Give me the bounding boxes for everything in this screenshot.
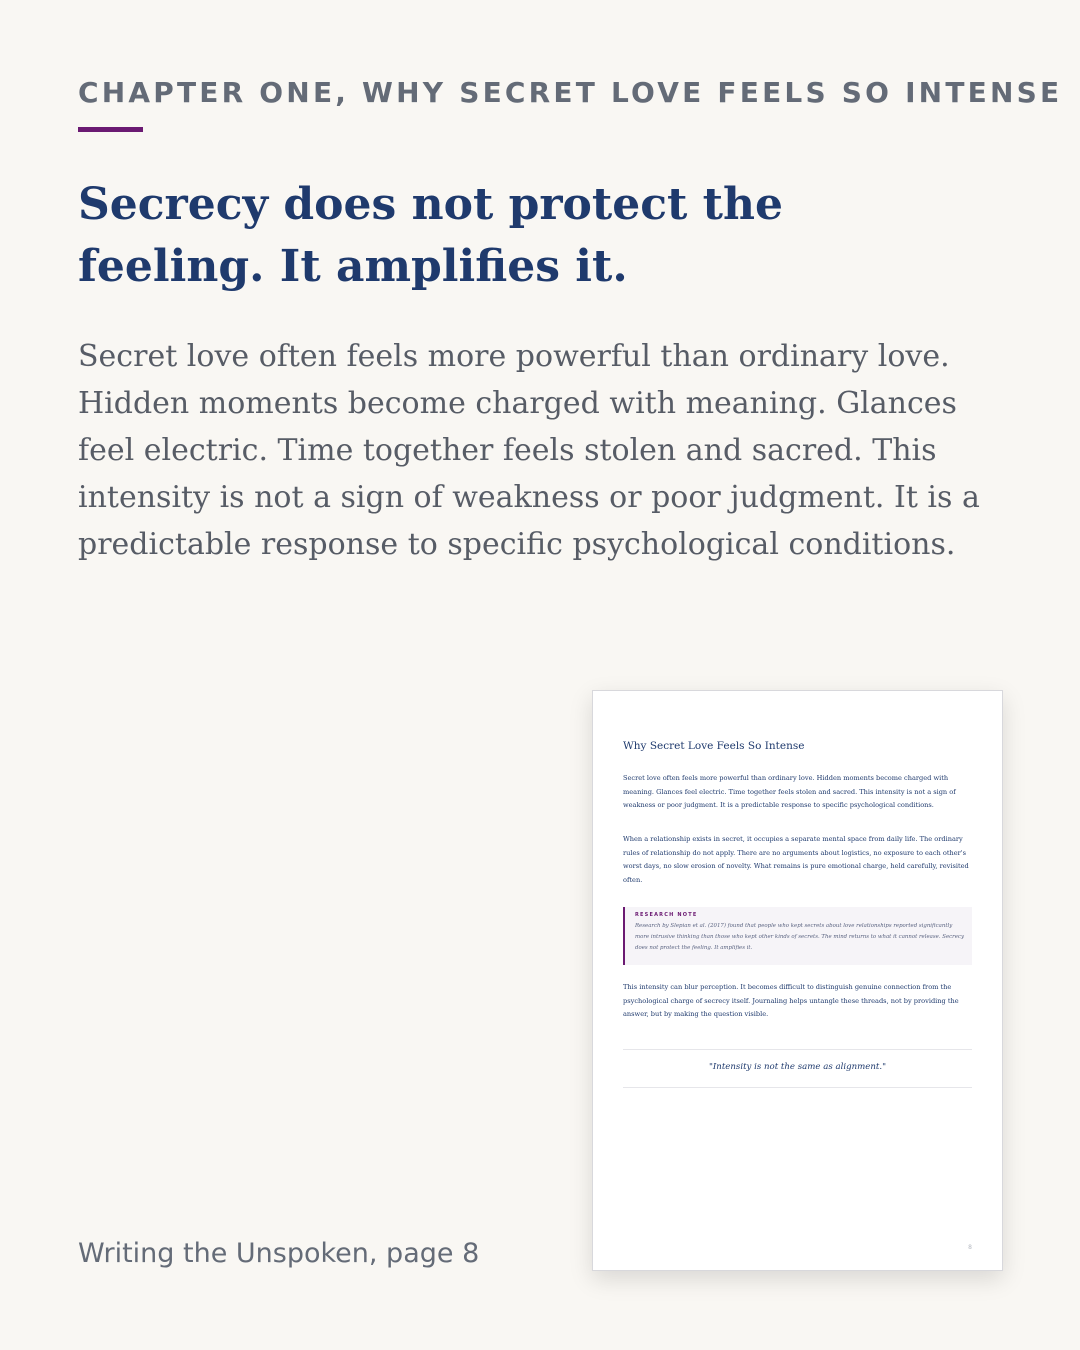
accent-rule: [78, 127, 143, 132]
page-number: 8: [968, 1244, 972, 1251]
page-preview: [592, 690, 1003, 1271]
chapter-label: CHAPTER ONE, WHY SECRET LOVE FEELS SO INTENSE: [78, 76, 1063, 109]
page-preview-title: Why Secret Love Feels So Intense: [623, 740, 805, 752]
quote-divider-bottom: [623, 1087, 972, 1088]
headline: Secrecy does not protect the feeling. It amplifies it.: [78, 179, 783, 292]
quote-divider-top: [623, 1049, 972, 1050]
page-preview-paragraph-3: This intensity can blur perception. It becomes difficult to distinguish genuine connection from the psychological charge of secrecy itself. Journaling helps untangle these threads, not by providing the answer, but by making the question visible.: [623, 983, 959, 1019]
page-preview-paragraph-2: When a relationship exists in secret, it occupies a separate mental space from daily life. The ordinary rules of relationship do not apply. There are no arguments about logistics, no exposure to each other's worst days, no slow erosion of novelty. What remains is pure emotional charge, held carefully, revisited often.: [623, 835, 969, 884]
pull-quote: "Intensity is not the same as alignment.": [708, 1062, 887, 1072]
research-note-box: [623, 907, 972, 965]
research-note-label: RESEARCH NOTE: [635, 912, 698, 918]
footer-caption: Writing the Unspoken, page 8: [78, 1238, 480, 1269]
research-note-text: Research by Slepian et al. (2017) found that people who kept secrets about love relationships reported significantly more intrusive thinking than those who kept other kinds of secrets. The mind returns to what it cannot release. Secrecy does not protect the feeling. It amplifies it.: [635, 923, 964, 952]
page-preview-paragraph-1: Secret love often feels more powerful than ordinary love. Hidden moments become charged with meaning. Glances feel electric. Time together feels stolen and sacred. This intensity is not a sign of weakness or poor judgment. It is a predictable response to specific psychological conditions.: [623, 774, 956, 810]
intro-paragraph: Secret love often feels more powerful than ordinary love. Hidden moments become charged with meaning. Glances feel electric. Time together feels stolen and sacred. This intensity is not a sign of weakness or poor judgment. It is a predictable response to specific psychological conditions.: [78, 339, 980, 562]
